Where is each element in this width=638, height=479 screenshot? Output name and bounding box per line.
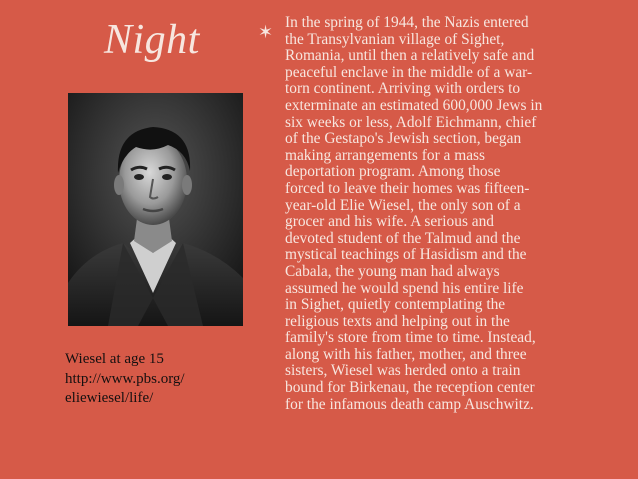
body-line: Cabala, the young man had always	[285, 262, 500, 280]
body-line: for the infamous death camp Auschwitz.	[285, 395, 534, 413]
body-line: the Transylvanian village of Sighet,	[285, 30, 505, 48]
caption-line: http://www.pbs.org/	[65, 370, 185, 387]
body-line: In the spring of 1944, the Nazis entered	[285, 14, 529, 31]
body-line: family's store from time to time. Instead,	[285, 329, 536, 347]
body-line: devoted student of the Talmud and the	[285, 229, 521, 247]
body-line: assumed he would spend his entire life	[285, 279, 524, 297]
body-line: grocer and his wife. A serious and	[285, 213, 495, 231]
slide-title: Night	[104, 17, 200, 63]
body-line: along with his father, mother, and three	[285, 345, 527, 363]
caption-line: eliewiesel/life/	[65, 390, 154, 406]
body-line: sisters, Wiesel was herded onto a train	[285, 362, 521, 380]
body-line: Romania, until then a relatively safe and	[285, 47, 535, 65]
bullet-star-icon: ✶	[258, 22, 274, 42]
body-paragraph	[285, 15, 610, 413]
body-line: deportation program. Among those	[285, 163, 501, 181]
body-line: peaceful enclave in the middle of a war-	[285, 63, 533, 81]
body-line: in Sighet, quietly contemplating the	[285, 296, 506, 314]
body-line: year-old Elie Wiesel, the only son of a	[285, 196, 521, 214]
body-line: forced to leave their homes was fifteen-	[285, 179, 530, 197]
portrait-photo	[68, 93, 243, 326]
body-line: making arrangements for a mass	[285, 146, 486, 164]
photo-caption	[65, 350, 255, 409]
body-line: torn continent. Arriving with orders to	[285, 80, 521, 98]
body-line: of the Gestapo's Jewish section, began	[285, 130, 522, 148]
body-line: six weeks or less, Adolf Eichmann, chief	[285, 113, 537, 131]
body-line: exterminate an estimated 600,000 Jews in	[285, 96, 543, 114]
body-line: mystical teachings of Hasidism and the	[285, 246, 527, 264]
body-line: religious texts and helping out in the	[285, 312, 510, 330]
body-line: bound for Birkenau, the reception center	[285, 379, 535, 397]
portrait-image	[68, 93, 243, 326]
caption-line: Wiesel at age 15	[65, 351, 164, 367]
